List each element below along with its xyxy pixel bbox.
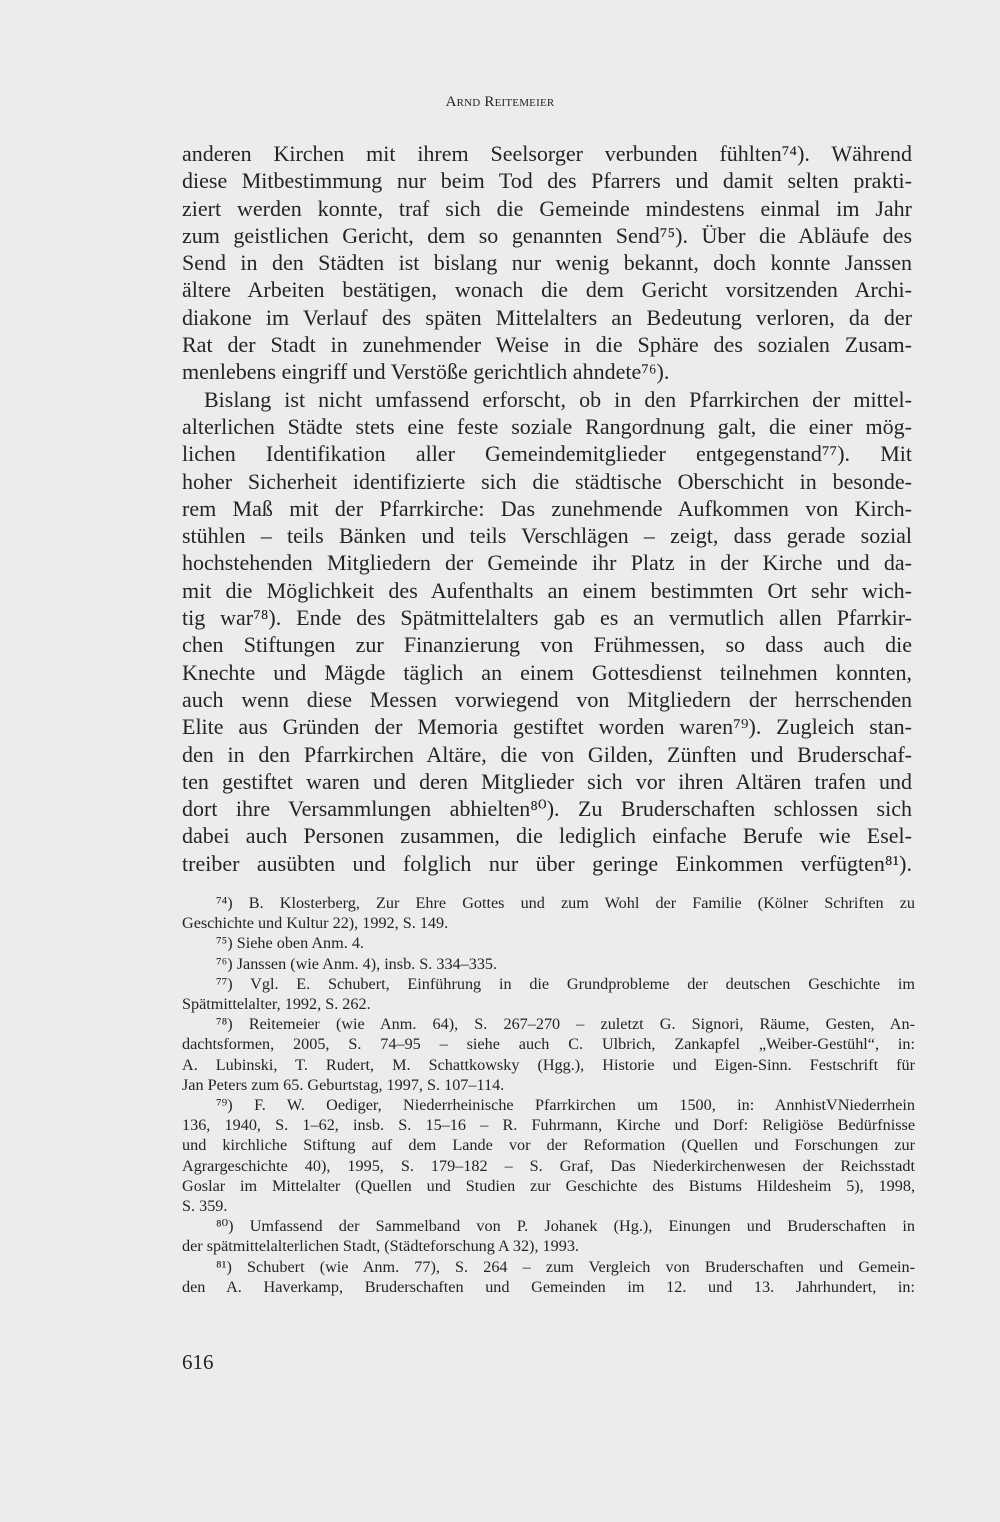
text-line: ältere Arbeiten bestätigen, wonach die dem Gericht vorsitzenden Archi- <box>182 277 912 303</box>
text-line: ten gestiftet waren und deren Mitglieder sich vor ihren Altären trafen und <box>182 768 912 794</box>
footnote-line: Spätmittelalter, 1992, S. 262. <box>182 995 371 1014</box>
paragraph-2 <box>182 386 912 877</box>
page-number: 616 <box>182 1350 214 1374</box>
text-line: tig war⁷⁸). Ende des Spätmittelalters gab es an vermutlich allen Pfarrkir- <box>182 605 912 631</box>
text-line: hoher Sicherheit identifizierte sich die städtische Oberschicht in besonde- <box>182 468 912 494</box>
footnote-line: ⁷⁶) Janssen (wie Anm. 4), insb. S. 334–335. <box>216 954 498 973</box>
footnote-line: der spätmittelalterlichen Stadt, (Städteforschung A 32), 1993. <box>182 1237 579 1256</box>
main-text <box>182 140 912 877</box>
footnote-line: A. Lubinski, T. Rudert, M. Schattkowsky (Hgg.), Historie und Eigen-Sinn. Festschrift für <box>182 1055 915 1074</box>
text-line: hochstehenden Mitgliedern der Gemeinde ihr Platz in der Kirche und da- <box>182 550 912 576</box>
footnote-line: 136, 1940, S. 1–62, insb. S. 15–16 – R. Fuhrmann, Kirche und Dorf: Religiöse Bedürfnisse <box>182 1116 915 1135</box>
footnote-line: Geschichte und Kultur 22), 1992, S. 149. <box>182 914 449 933</box>
footnote-line: ⁸¹) Schubert (wie Anm. 77), S. 264 – zum Vergleich von Bruderschaften und Gemein- <box>216 1257 915 1276</box>
footnote-line: und kirchliche Stiftung auf dem Lande vor der Reformation (Quellen und Forschungen zur <box>182 1136 915 1155</box>
footnote-line: S. 359. <box>182 1197 228 1216</box>
footnote-line: ⁷⁸) Reitemeier (wie Anm. 64), S. 267–270 – zuletzt G. Signori, Räume, Gesten, An- <box>216 1015 915 1034</box>
footnote-78 <box>182 1014 915 1095</box>
text-line: dabei auch Personen zusammen, die lediglich einfache Berufe wie Esel- <box>182 823 912 849</box>
text-line: Send in den Städten ist bislang nur wenig bekannt, doch konnte Janssen <box>182 250 912 276</box>
text-line: Elite aus Gründen der Memoria gestiftet worden waren⁷⁹). Zugleich stan- <box>182 714 912 740</box>
text-line: den in den Pfarrkirchen Altäre, die von Gilden, Zünften und Bruderschaf- <box>182 741 912 767</box>
text-line: chen Stiftungen zur Finanzierung von Frühmessen, so dass auch die <box>182 632 912 658</box>
footnote-line: ⁷⁹) F. W. Oediger, Niederrheinische Pfarrkirchen um 1500, in: AnnhistVNiederrhein <box>216 1096 915 1115</box>
text-line: mit die Möglichkeit des Aufenthalts an einem bestimmten Ort sehr wich- <box>182 577 912 603</box>
paragraph-1 <box>182 140 912 386</box>
text-line: stühlen – teils Bänken und teils Verschlägen – zeigt, dass gerade sozial <box>182 523 912 549</box>
text-line: zum geistlichen Gericht, dem so genannten Send⁷⁵). Über die Abläufe des <box>182 222 912 248</box>
footnote-line: ⁷⁴) B. Klosterberg, Zur Ehre Gottes und zum Wohl der Familie (Kölner Schriften zu <box>216 894 915 912</box>
footnote-79 <box>182 1095 915 1216</box>
text-line: menlebens eingriff und Verstöße gerichtlich ahndete⁷⁶). <box>182 359 670 385</box>
text-line: dort ihre Versammlungen abhielten⁸⁰). Zu Bruderschaften schlossen sich <box>182 796 912 822</box>
footnotes <box>182 893 915 1297</box>
text-line: Bislang ist nicht umfassend erforscht, ob in den Pfarrkirchen der mittel- <box>204 386 912 412</box>
footnote-line: ⁷⁷) Vgl. E. Schubert, Einführung in die Grundprobleme der deutschen Geschichte im <box>216 974 915 993</box>
footnote-line: ⁸⁰) Umfassend der Sammelband von P. Johanek (Hg.), Einungen und Bruderschaften in <box>216 1217 915 1236</box>
text-line: rem Maß mit der Pfarrkirche: Das zunehmende Aufkommen von Kirch- <box>182 495 912 521</box>
text-line: treiber ausübten und folglich nur über geringe Einkommen verfügten⁸¹). <box>182 850 912 876</box>
footnote-line: Jan Peters zum 65. Geburtstag, 1997, S. 107–114. <box>182 1075 505 1094</box>
footnote-76 <box>182 954 915 974</box>
footnote-75 <box>182 933 915 953</box>
footnote-77 <box>182 974 915 1014</box>
footnote-80 <box>182 1216 915 1256</box>
footnote-line: Goslar im Mittelalter (Quellen und Studien zur Geschichte des Bistums Hildesheim 5), 1998, <box>182 1176 915 1195</box>
footnote-line: ⁷⁵) Siehe oben Anm. 4. <box>216 934 364 953</box>
text-line: Rat der Stadt in zunehmender Weise in die Sphäre des sozialen Zusam- <box>182 332 912 358</box>
footnote-line: Agrargeschichte 40), 1995, S. 179–182 – S. Graf, Das Niederkirchenwesen der Reichsstadt <box>182 1156 915 1175</box>
text-line: lichen Identifikation aller Gemeindemitglieder entgegenstand⁷⁷). Mit <box>182 441 912 467</box>
text-line: diakone im Verlauf des späten Mittelalters an Bedeutung verloren, da der <box>182 304 912 330</box>
text-line: Knechte und Mägde täglich an einem Gottesdienst teilnehmen konnten, <box>182 659 912 685</box>
text-line: anderen Kirchen mit ihrem Seelsorger verbunden fühlten⁷⁴). Während <box>182 141 912 166</box>
running-head: Arnd Reitemeier <box>445 94 555 110</box>
footnote-line: dachtsformen, 2005, S. 74–95 – siehe auch C. Ulbrich, Zankapfel „Weiber-Gestühl“, in: <box>182 1035 915 1054</box>
text-line: auch wenn diese Messen vorwiegend von Mitgliedern der herrschenden <box>182 686 912 712</box>
footnote-74 <box>182 893 915 933</box>
footnote-line: den A. Haverkamp, Bruderschaften und Gemeinden im 12. und 13. Jahrhundert, in: <box>182 1277 915 1296</box>
text-line: ziert werden konnte, traf sich die Gemeinde mindestens einmal im Jahr <box>182 195 912 221</box>
footnote-81 <box>182 1257 915 1297</box>
text-line: alterlichen Städte stets eine feste soziale Rangordnung galt, die einer mög- <box>182 413 912 439</box>
text-line: diese Mitbestimmung nur beim Tod des Pfarrers und damit selten prakti- <box>182 168 912 194</box>
